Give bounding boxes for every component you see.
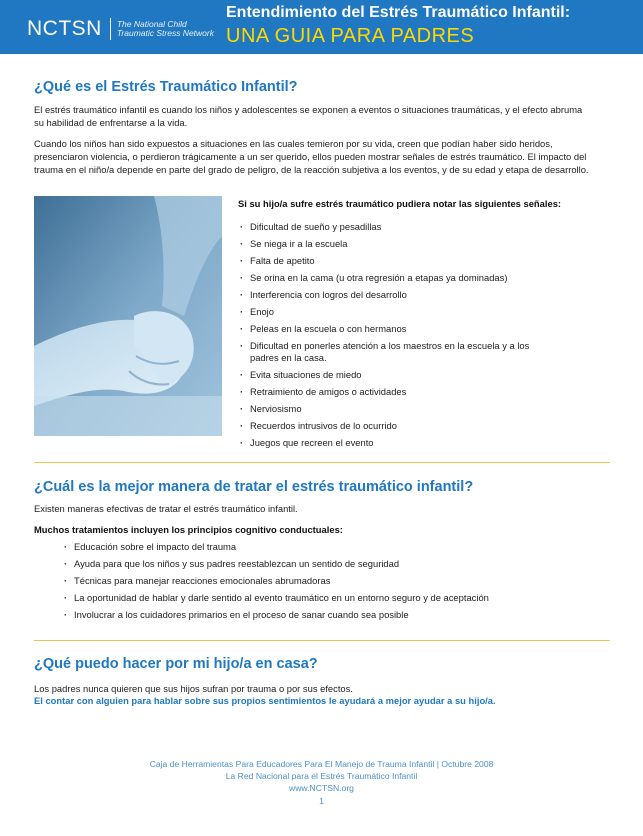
footer-line-1: Caja de Herramientas Para Educadores Para El Manejo de Trauma Infantil | Octubre 2008 — [149, 759, 494, 769]
principle-item: · Técnicas para manejar reacciones emocionales abrumadoras — [64, 575, 604, 587]
sign-item: · Se orina en la cama (u otra regresión a etapas ya dominadas) — [240, 272, 550, 284]
nctsn-logo — [27, 17, 214, 41]
section3-heading: ¿Qué puedo hacer por mi hijo/a en casa? — [34, 656, 318, 672]
principle-item: · Ayuda para que los niños y sus padres reestablezcan un sentido de seguridad — [64, 558, 604, 570]
sign-item: · Nerviosismo — [240, 403, 550, 415]
logo-tagline-2: Traumatic Stress Network — [116, 28, 214, 38]
page-number: 1 — [319, 796, 324, 806]
signs-list — [240, 221, 550, 454]
principles-intro: Muchos tratamientos incluyen los principios cognitivo conductuales: — [34, 524, 343, 535]
section2-heading: ¿Cuál es la mejor manera de tratar el estrés traumático infantil? — [34, 479, 474, 495]
sign-item: · Juegos que recreen el evento — [240, 437, 550, 449]
sign-item: · Falta de apetito — [240, 255, 550, 267]
document-title: Entendimiento del Estrés Traumático Infantil: — [226, 4, 571, 21]
sign-item: · Dificultad en ponerles atención a los maestros en la escuela y a los padres en la casa. — [240, 340, 540, 364]
section2-intro: Existen maneras efectivas de tratar el estrés traumático infantil. — [34, 503, 298, 514]
section1-paragraph-1: El estrés traumático infantil es cuando los niños y adolescentes se exponen a eventos o situaciones traumáticas, y el efecto abruma su habilidad de enfrentarse a la vida. — [34, 104, 583, 128]
footer-line-2: La Red Nacional para el Estrés Traumático Infantil — [225, 771, 418, 781]
sign-item: · Interferencia con logros del desarrollo — [240, 289, 550, 301]
principle-item: · La oportunidad de hablar y darle sentido al evento traumático en un entorno seguro y de aceptación — [64, 592, 604, 604]
holding-hands-image — [34, 196, 222, 436]
sign-item: · Recuerdos intrusivos de lo ocurrido — [240, 420, 550, 432]
principle-item: · Involucrar a los cuidadores primarios en el proceso de sanar cuando sea posible — [64, 609, 604, 621]
footer-website: www.NCTSN.org — [289, 783, 354, 793]
sign-item: · Retraimiento de amigos o actividades — [240, 386, 550, 398]
section-divider — [34, 462, 610, 463]
sign-item: · Enojo — [240, 306, 550, 318]
sign-item: · Evita situaciones de miedo — [240, 369, 550, 381]
logo-tagline-1: The National Child — [116, 19, 187, 29]
sign-item: · Se niega ir a la escuela — [240, 238, 550, 250]
header-bar — [0, 0, 643, 54]
principle-item: · Educación sobre el impacto del trauma — [64, 541, 604, 553]
section3-highlight: El contar con alguien para hablar sobre sus propios sentimientos le ayudará a mejor ayudar a su hijo/a. — [34, 695, 496, 706]
holding-hands-photo — [34, 196, 222, 436]
section1-paragraph-2: Cuando los niños han sido expuestos a situaciones en las cuales temieron por su vida, creen que podían haber sido heridos, presenciaron violencia, o perdieron trágicamente a un ser querido, ellos pueden mostrar señales de estrés traumático. El impacto del trauma en el niño/a depende en parte del grado de peligro, de la reacción subjetiva a los eventos, y de su edad y etapa de desarrollo. — [34, 138, 589, 175]
logo-text: NCTSN — [27, 17, 102, 40]
section1-heading: ¿Qué es el Estrés Traumático Infantil? — [34, 79, 298, 95]
principles-list — [64, 541, 604, 626]
section-divider — [34, 640, 610, 641]
logo-divider — [110, 18, 111, 40]
document-subtitle: UNA GUIA PARA PADRES — [226, 25, 475, 47]
logo-tagline — [117, 20, 214, 38]
sign-item: · Peleas en la escuela o con hermanos — [240, 323, 550, 335]
sign-item: · Dificultad de sueño y pesadillas — [240, 221, 550, 233]
section3-paragraph: Los padres nunca quieren que sus hijos sufran por trauma o por sus efectos. — [34, 683, 353, 694]
signs-intro: Si su hijo/a sufre estrés traumático pudiera notar las siguientes señales: — [238, 198, 562, 209]
